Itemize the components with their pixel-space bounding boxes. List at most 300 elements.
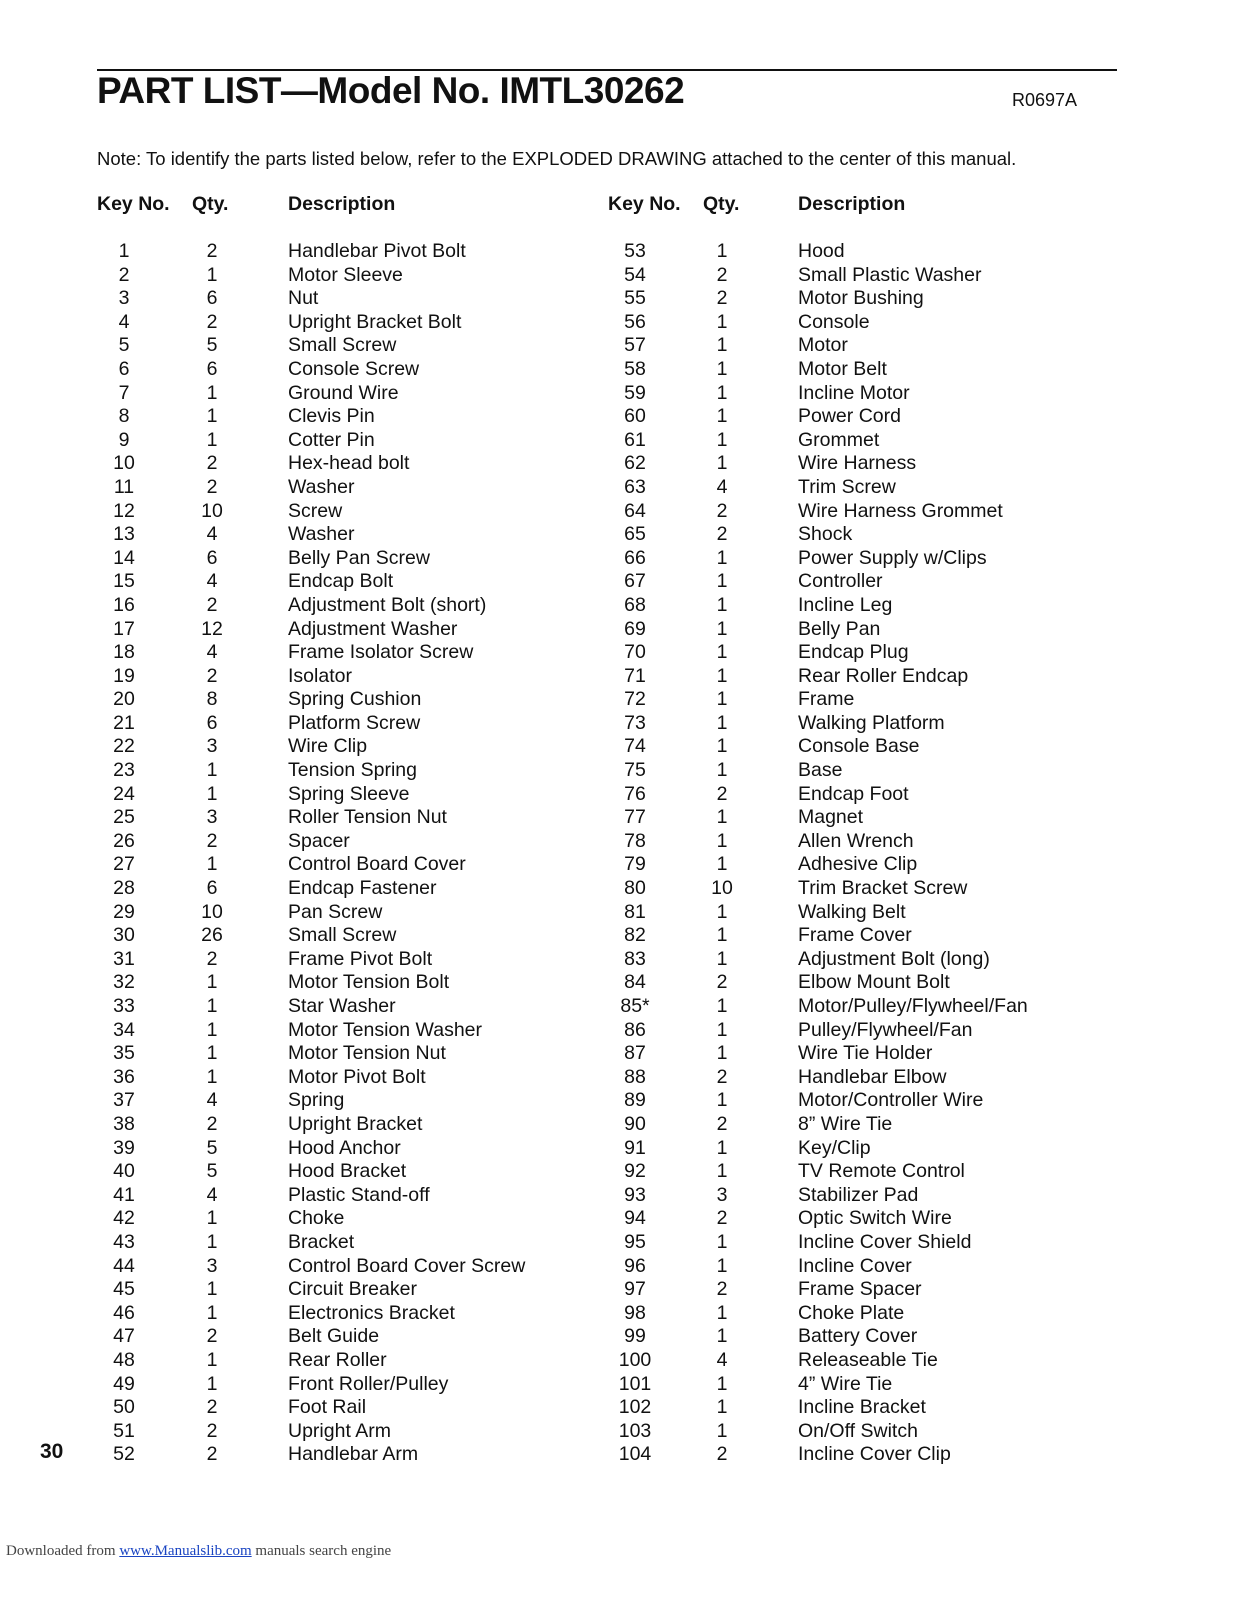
part-description: Spacer (288, 829, 350, 852)
part-key-no: 7 (118, 381, 130, 404)
part-description: Trim Bracket Screw (798, 877, 968, 900)
part-qty: 6 (206, 357, 218, 380)
part-description: 4” Wire Tie (798, 1372, 893, 1395)
part-key-no: 96 (624, 1254, 646, 1277)
part-key-no: 86 (624, 1018, 646, 1041)
part-description: Incline Bracket (798, 1396, 926, 1419)
part-description: Control Board Cover Screw (288, 1254, 526, 1277)
part-key-no: 73 (624, 711, 646, 734)
part-qty: 1 (716, 1254, 728, 1277)
part-key-no: 30 (113, 924, 135, 947)
part-qty: 6 (206, 711, 218, 734)
part-qty: 1 (206, 1348, 218, 1371)
part-qty: 1 (716, 1042, 728, 1065)
part-key-no: 84 (624, 971, 646, 994)
part-key-no: 103 (618, 1419, 652, 1442)
part-qty: 1 (206, 1065, 218, 1088)
part-description: Adhesive Clip (798, 853, 918, 876)
part-description: Releaseable Tie (798, 1348, 938, 1371)
part-qty: 1 (716, 1396, 728, 1419)
part-key-no: 8 (118, 405, 130, 428)
part-description: Walking Platform (798, 711, 945, 734)
part-key-no: 49 (113, 1372, 135, 1395)
part-qty: 1 (206, 1278, 218, 1301)
part-key-no: 100 (618, 1348, 652, 1371)
part-key-no: 29 (113, 900, 135, 923)
part-key-no: 13 (113, 523, 135, 546)
part-description: Motor/Pulley/Flywheel/Fan (798, 995, 1028, 1017)
part-qty: 4 (206, 1089, 218, 1112)
part-qty: 2 (716, 1443, 728, 1466)
part-description: Frame Isolator Screw (288, 641, 474, 664)
left-qty-column (182, 240, 242, 1467)
part-key-no: 99 (624, 1325, 646, 1348)
part-qty: 1 (716, 924, 728, 947)
part-qty: 3 (206, 1254, 218, 1277)
part-key-no: 64 (624, 499, 646, 522)
part-description: On/Off Switch (798, 1419, 918, 1442)
part-qty: 4 (206, 570, 218, 593)
part-key-no: 78 (624, 829, 646, 852)
part-description: Console (798, 310, 870, 333)
footer-prefix: Downloaded from (6, 1543, 120, 1559)
part-qty: 2 (716, 782, 728, 805)
part-qty: 3 (716, 1183, 728, 1206)
part-description: Small Screw (288, 924, 397, 947)
part-description: Spring Sleeve (288, 782, 410, 805)
part-description: Motor Sleeve (288, 263, 403, 286)
part-description: Choke Plate (798, 1301, 905, 1324)
part-qty: 2 (206, 1443, 218, 1466)
part-qty: 10 (711, 877, 733, 900)
part-description: Pulley/Flywheel/Fan (798, 1018, 973, 1041)
part-key-no: 60 (624, 405, 646, 428)
part-qty: 1 (206, 995, 218, 1017)
part-key-no: 38 (113, 1112, 135, 1135)
right-description-column (798, 240, 1118, 1467)
part-key-no: 63 (624, 475, 646, 498)
part-description: Wire Harness Grommet (798, 499, 1003, 522)
header-qty-left: Qty. (192, 193, 229, 215)
part-key-no: 12 (113, 499, 135, 522)
part-description: Choke (288, 1207, 345, 1230)
part-key-no: 43 (113, 1230, 135, 1253)
part-qty: 2 (206, 1112, 218, 1135)
footer-suffix: manuals search engine (251, 1543, 392, 1559)
part-qty: 1 (206, 263, 218, 286)
part-qty: 4 (716, 1348, 728, 1371)
part-qty: 1 (206, 1372, 218, 1395)
part-key-no: 47 (113, 1325, 135, 1348)
part-description: Hood Bracket (288, 1160, 407, 1183)
header-qty-right: Qty. (703, 193, 740, 215)
header-description-left: Description (288, 193, 396, 215)
part-key-no: 83 (624, 947, 646, 970)
part-qty: 1 (206, 1018, 218, 1041)
part-qty: 1 (206, 759, 218, 782)
part-key-no: 87 (624, 1042, 646, 1065)
header-key-no-right: Key No. (608, 193, 681, 215)
part-description: Console Screw (288, 357, 420, 380)
part-qty: 1 (716, 405, 728, 428)
part-key-no: 6 (118, 357, 130, 380)
part-description: Magnet (798, 806, 864, 829)
part-description: Rear Roller (288, 1348, 387, 1371)
part-qty: 1 (716, 711, 728, 734)
part-description: Hood (798, 240, 845, 262)
part-qty: 5 (206, 1136, 218, 1159)
part-description: Handlebar Elbow (798, 1065, 947, 1088)
part-key-no: 44 (113, 1254, 135, 1277)
part-key-no: 104 (618, 1443, 652, 1466)
part-qty: 1 (716, 806, 728, 829)
part-qty: 2 (206, 310, 218, 333)
part-key-no: 4 (118, 310, 130, 333)
part-description: Stabilizer Pad (798, 1183, 919, 1206)
part-key-no: 11 (113, 475, 135, 498)
part-description: Pan Screw (288, 900, 383, 923)
part-description: 8” Wire Tie (798, 1112, 893, 1135)
part-qty: 5 (206, 1160, 218, 1183)
part-description: Power Cord (798, 405, 901, 428)
part-key-no: 34 (113, 1018, 135, 1041)
part-description: Motor Pivot Bolt (288, 1065, 426, 1088)
part-qty: 1 (716, 829, 728, 852)
part-qty: 2 (716, 1065, 728, 1088)
part-description: Belt Guide (288, 1325, 380, 1348)
part-key-no: 81 (624, 900, 646, 923)
part-qty: 1 (716, 334, 728, 357)
part-qty: 1 (716, 1419, 728, 1442)
part-qty: 1 (716, 664, 728, 687)
part-description: Washer (288, 475, 355, 498)
header-description-right: Description (798, 193, 906, 215)
part-qty: 1 (716, 1136, 728, 1159)
part-qty: 4 (206, 641, 218, 664)
part-qty: 6 (206, 287, 218, 310)
part-qty: 1 (716, 357, 728, 380)
part-key-no: 18 (113, 641, 135, 664)
part-key-no: 53 (624, 240, 646, 262)
part-qty: 2 (206, 664, 218, 687)
part-key-no: 14 (113, 546, 135, 569)
part-description: Adjustment Washer (288, 617, 458, 640)
part-key-no: 90 (624, 1112, 646, 1135)
part-key-no: 59 (624, 381, 646, 404)
part-qty: 1 (716, 310, 728, 333)
page-number: 30 (40, 1440, 64, 1463)
part-qty: 1 (716, 1372, 728, 1395)
part-key-no: 82 (624, 924, 646, 947)
part-key-no: 19 (113, 664, 135, 687)
part-description: Controller (798, 570, 883, 593)
left-key-column (94, 240, 154, 1467)
part-qty: 2 (206, 452, 218, 475)
part-qty: 1 (206, 405, 218, 428)
part-key-no: 55 (624, 287, 646, 310)
part-description: Wire Harness (798, 452, 917, 475)
part-description: Foot Rail (288, 1396, 367, 1419)
part-key-no: 61 (624, 428, 646, 451)
part-qty: 10 (201, 900, 223, 923)
part-description: Walking Belt (798, 900, 906, 923)
part-description: Incline Cover Clip (798, 1443, 951, 1466)
part-qty: 2 (716, 971, 728, 994)
part-description: Hex-head bolt (288, 452, 410, 475)
part-key-no: 70 (624, 641, 646, 664)
part-key-no: 42 (113, 1207, 135, 1230)
part-description: Wire Tie Holder (798, 1042, 933, 1065)
part-key-no: 85* (620, 995, 650, 1017)
part-qty: 2 (206, 1396, 218, 1419)
part-key-no: 58 (624, 357, 646, 380)
part-qty: 2 (206, 593, 218, 616)
footer-link[interactable]: www.Manualslib.com (119, 1543, 252, 1559)
part-qty: 1 (716, 853, 728, 876)
part-description: Frame Pivot Bolt (288, 947, 433, 970)
part-key-no: 33 (113, 995, 135, 1017)
part-description: Allen Wrench (798, 829, 914, 852)
part-qty: 1 (206, 1207, 218, 1230)
part-key-no: 2 (118, 263, 130, 286)
part-description: Belly Pan Screw (288, 546, 430, 569)
part-description: Adjustment Bolt (long) (798, 947, 990, 970)
part-qty: 1 (716, 759, 728, 782)
part-qty: 1 (716, 617, 728, 640)
part-description: Endcap Bolt (288, 570, 394, 593)
part-qty: 1 (206, 782, 218, 805)
part-key-no: 26 (113, 829, 135, 852)
part-key-no: 37 (113, 1089, 135, 1112)
part-qty: 2 (716, 1207, 728, 1230)
part-description: Motor/Controller Wire (798, 1089, 984, 1112)
part-qty: 2 (716, 1278, 728, 1301)
part-qty: 2 (206, 1325, 218, 1348)
part-key-no: 23 (113, 759, 135, 782)
part-qty: 3 (206, 735, 218, 758)
header-key-no-left: Key No. (97, 193, 170, 215)
part-description: Incline Motor (798, 381, 910, 404)
part-key-no: 68 (624, 593, 646, 616)
part-qty: 1 (716, 1160, 728, 1183)
part-key-no: 41 (113, 1183, 135, 1206)
part-key-no: 16 (113, 593, 135, 616)
part-qty: 2 (206, 240, 218, 262)
part-qty: 1 (716, 641, 728, 664)
part-description: Optic Switch Wire (798, 1207, 952, 1230)
part-qty: 8 (206, 688, 218, 711)
part-qty: 1 (206, 1042, 218, 1065)
part-qty: 1 (716, 593, 728, 616)
part-key-no: 21 (113, 711, 135, 734)
part-qty: 1 (716, 381, 728, 404)
part-qty: 2 (206, 947, 218, 970)
part-key-no: 66 (624, 546, 646, 569)
part-description: Motor Belt (798, 357, 887, 380)
part-key-no: 31 (113, 947, 135, 970)
part-key-no: 9 (118, 428, 130, 451)
part-description: Handlebar Arm (288, 1443, 419, 1466)
part-qty: 2 (206, 475, 218, 498)
part-description: Wire Clip (288, 735, 368, 758)
part-qty: 26 (201, 924, 223, 947)
part-description: Trim Screw (798, 475, 896, 498)
part-key-no: 54 (624, 263, 646, 286)
part-key-no: 75 (624, 759, 646, 782)
part-description: Plastic Stand-off (288, 1183, 430, 1206)
part-description: Endcap Plug (798, 641, 909, 664)
part-qty: 2 (716, 523, 728, 546)
part-description: Handlebar Pivot Bolt (288, 240, 466, 262)
part-qty: 2 (716, 1112, 728, 1135)
part-description: Screw (288, 499, 343, 522)
part-key-no: 69 (624, 617, 646, 640)
part-description: Spring Cushion (288, 688, 422, 711)
part-qty: 1 (716, 1301, 728, 1324)
part-description: Small Screw (288, 334, 397, 357)
part-description: Spring (288, 1089, 345, 1112)
part-key-no: 17 (113, 617, 135, 640)
part-key-no: 27 (113, 853, 135, 876)
part-qty: 1 (716, 688, 728, 711)
part-description: Shock (798, 523, 853, 546)
part-key-no: 24 (113, 782, 135, 805)
part-qty: 2 (716, 263, 728, 286)
part-qty: 2 (716, 287, 728, 310)
part-qty: 1 (716, 1230, 728, 1253)
part-key-no: 39 (113, 1136, 135, 1159)
part-key-no: 98 (624, 1301, 646, 1324)
part-key-no: 65 (624, 523, 646, 546)
part-description: Motor Tension Washer (288, 1018, 483, 1041)
part-description: Front Roller/Pulley (288, 1372, 449, 1395)
part-qty: 1 (716, 452, 728, 475)
part-qty: 1 (716, 995, 728, 1017)
part-description: Cotter Pin (288, 428, 375, 451)
part-description: Roller Tension Nut (288, 806, 447, 829)
part-qty: 1 (206, 1301, 218, 1324)
part-key-no: 102 (618, 1396, 652, 1419)
part-key-no: 95 (624, 1230, 646, 1253)
part-qty: 1 (206, 853, 218, 876)
part-qty: 1 (716, 1325, 728, 1348)
part-qty: 1 (206, 971, 218, 994)
part-description: Motor (798, 334, 848, 357)
part-description: Power Supply w/Clips (798, 546, 987, 569)
part-key-no: 88 (624, 1065, 646, 1088)
part-description: Motor Tension Nut (288, 1042, 446, 1065)
part-description: Upright Bracket (288, 1112, 423, 1135)
part-key-no: 92 (624, 1160, 646, 1183)
part-qty: 1 (716, 546, 728, 569)
part-description: Endcap Foot (798, 782, 909, 805)
part-key-no: 94 (624, 1207, 646, 1230)
part-qty: 3 (206, 806, 218, 829)
part-key-no: 51 (113, 1419, 135, 1442)
part-key-no: 28 (113, 877, 135, 900)
part-description: Motor Tension Bolt (288, 971, 450, 994)
document-code: R0697A (1012, 90, 1078, 110)
part-qty: 10 (201, 499, 223, 522)
part-description: Bracket (288, 1230, 355, 1253)
part-description: Rear Roller Endcap (798, 664, 969, 687)
part-qty: 1 (716, 735, 728, 758)
part-description: Platform Screw (288, 711, 421, 734)
part-qty: 1 (716, 428, 728, 451)
part-description: Clevis Pin (288, 405, 375, 428)
part-key-no: 10 (113, 452, 135, 475)
part-description: Incline Leg (798, 593, 893, 616)
part-description: Base (798, 759, 843, 782)
part-qty: 6 (206, 546, 218, 569)
part-qty: 2 (716, 499, 728, 522)
part-description: Incline Cover Shield (798, 1230, 972, 1253)
part-description: Small Plastic Washer (798, 263, 982, 286)
part-qty: 12 (201, 617, 223, 640)
part-key-no: 32 (113, 971, 135, 994)
part-description: Battery Cover (798, 1325, 918, 1348)
part-description: Elbow Mount Bolt (798, 971, 950, 994)
part-description: Belly Pan (798, 617, 881, 640)
part-description: Incline Cover (798, 1254, 912, 1277)
part-key-no: 46 (113, 1301, 135, 1324)
part-description: Upright Bracket Bolt (288, 310, 462, 333)
part-description: Frame Cover (798, 924, 912, 947)
page-title: PART LIST—Model No. IMTL30262 (97, 70, 685, 111)
part-key-no: 15 (113, 570, 135, 593)
part-qty: 1 (206, 1230, 218, 1253)
part-qty: 1 (716, 240, 728, 262)
part-description: Grommet (798, 428, 880, 451)
part-qty: 6 (206, 877, 218, 900)
part-description: Electronics Bracket (288, 1301, 455, 1324)
right-qty-column (692, 240, 752, 1467)
part-key-no: 101 (618, 1372, 652, 1395)
part-key-no: 50 (113, 1396, 135, 1419)
part-key-no: 40 (113, 1160, 135, 1183)
part-key-no: 72 (624, 688, 646, 711)
part-key-no: 57 (624, 334, 646, 357)
part-description: TV Remote Control (798, 1160, 965, 1183)
right-key-column (605, 240, 665, 1467)
part-qty: 4 (206, 523, 218, 546)
part-key-no: 62 (624, 452, 646, 475)
part-description: Frame Spacer (798, 1278, 922, 1301)
part-description: Console Base (798, 735, 920, 758)
part-key-no: 1 (118, 240, 130, 262)
part-qty: 2 (206, 829, 218, 852)
part-description: Circuit Breaker (288, 1278, 417, 1301)
part-key-no: 89 (624, 1089, 646, 1112)
part-key-no: 25 (113, 806, 135, 829)
part-key-no: 93 (624, 1183, 646, 1206)
part-key-no: 5 (118, 334, 130, 357)
part-qty: 4 (716, 475, 728, 498)
part-key-no: 67 (624, 570, 646, 593)
part-qty: 4 (206, 1183, 218, 1206)
left-description-column (288, 240, 588, 1467)
part-key-no: 77 (624, 806, 646, 829)
part-key-no: 35 (113, 1042, 135, 1065)
part-description: Nut (288, 287, 319, 310)
part-qty: 1 (716, 947, 728, 970)
part-qty: 1 (716, 1018, 728, 1041)
part-description: Key/Clip (798, 1136, 871, 1159)
part-key-no: 74 (624, 735, 646, 758)
part-key-no: 3 (118, 287, 130, 310)
part-description: Adjustment Bolt (short) (288, 593, 487, 616)
part-key-no: 22 (113, 735, 135, 758)
